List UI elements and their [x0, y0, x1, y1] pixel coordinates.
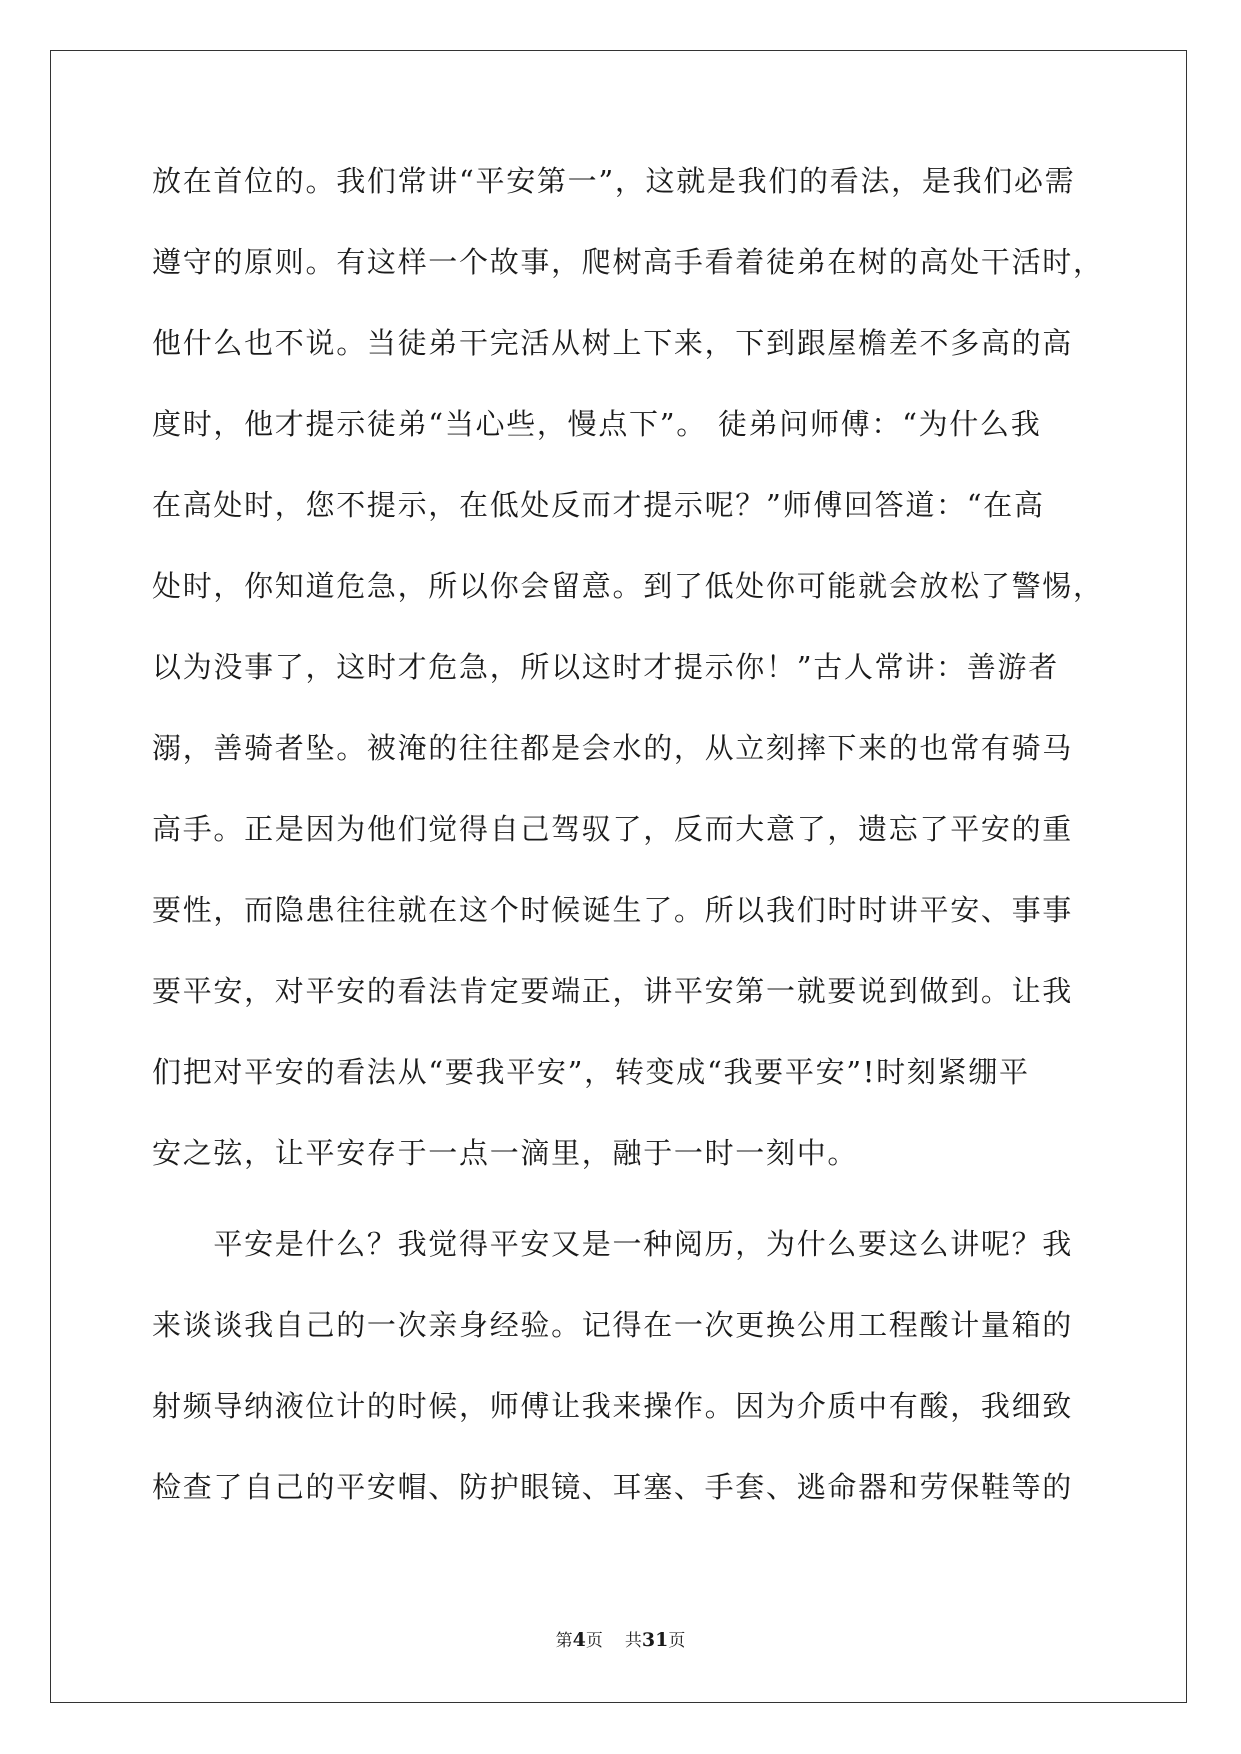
text-line: 他什么也不说。当徒弟干完活从树上下来，下到跟屋檐差不多高的高 [152, 326, 1074, 360]
paragraph-1 [152, 163, 1104, 1216]
text-line: 要平安，对平安的看法肯定要端正，讲平安第一就要说到做到。让我 [152, 974, 1074, 1008]
current-page-number: 4 [572, 1629, 586, 1651]
text-line: 射频导纳液位计的时候，师傅让我来操作。因为介质中有酸，我细致 [152, 1389, 1074, 1423]
text-line: 来谈谈我自己的一次亲身经验。记得在一次更换公用工程酸计量箱的 [152, 1308, 1074, 1342]
page-footer [0, 1629, 1241, 1652]
text-line: 安之弦，让平安存于一点一滴里，融于一时一刻中。 [152, 1136, 859, 1170]
paragraph-2 [152, 1226, 1092, 1550]
text-line: 高手。正是因为他们觉得自己驾驭了，反而大意了，遗忘了平安的重 [152, 812, 1074, 846]
page-label-prefix: 第 [555, 1631, 573, 1651]
text-line: 在高处时，您不提示，在低处反而才提示呢？”师傅回答道：“在高 [152, 488, 1045, 522]
text-line: 处时，你知道危急，所以你会留意。到了低处你可能就会放松了警惕， [152, 569, 1104, 603]
text-line: 平安是什么？我觉得平安又是一种阅历，为什么要这么讲呢？我 [152, 1227, 1074, 1261]
text-line: 检查了自己的平安帽、防护眼镜、耳塞、手套、逃命器和劳保鞋等的 [152, 1470, 1074, 1504]
page-label-suffix: 页 [585, 1631, 603, 1651]
text-line: 们把对平安的看法从“要我平安”，转变成“我要平安”!时刻紧绷平 [152, 1055, 1030, 1089]
text-line: 度时，他才提示徒弟“当心些，慢点下”。 徒弟问师傅：“为什么我 [152, 407, 1042, 441]
text-line: 遵守的原则。有这样一个故事，爬树高手看着徒弟在树的高处干活时， [152, 245, 1104, 279]
total-label-prefix: 共 [624, 1631, 642, 1651]
total-page-number: 31 [641, 1629, 669, 1651]
paragraph-spacer [152, 1216, 1092, 1226]
text-line: 要性，而隐患往往就在这个时候诞生了。所以我们时时讲平安、事事 [152, 893, 1074, 927]
text-line: 放在首位的。我们常讲“平安第一”，这就是我们的看法，是我们必需 [152, 164, 1076, 198]
document-body [152, 163, 1104, 1550]
text-line: 以为没事了，这时才危急，所以这时才提示你！”古人常讲：善游者 [152, 650, 1059, 684]
text-line: 溺，善骑者坠。被淹的往往都是会水的，从立刻摔下来的也常有骑马 [152, 731, 1074, 765]
total-label-suffix: 页 [668, 1631, 686, 1651]
